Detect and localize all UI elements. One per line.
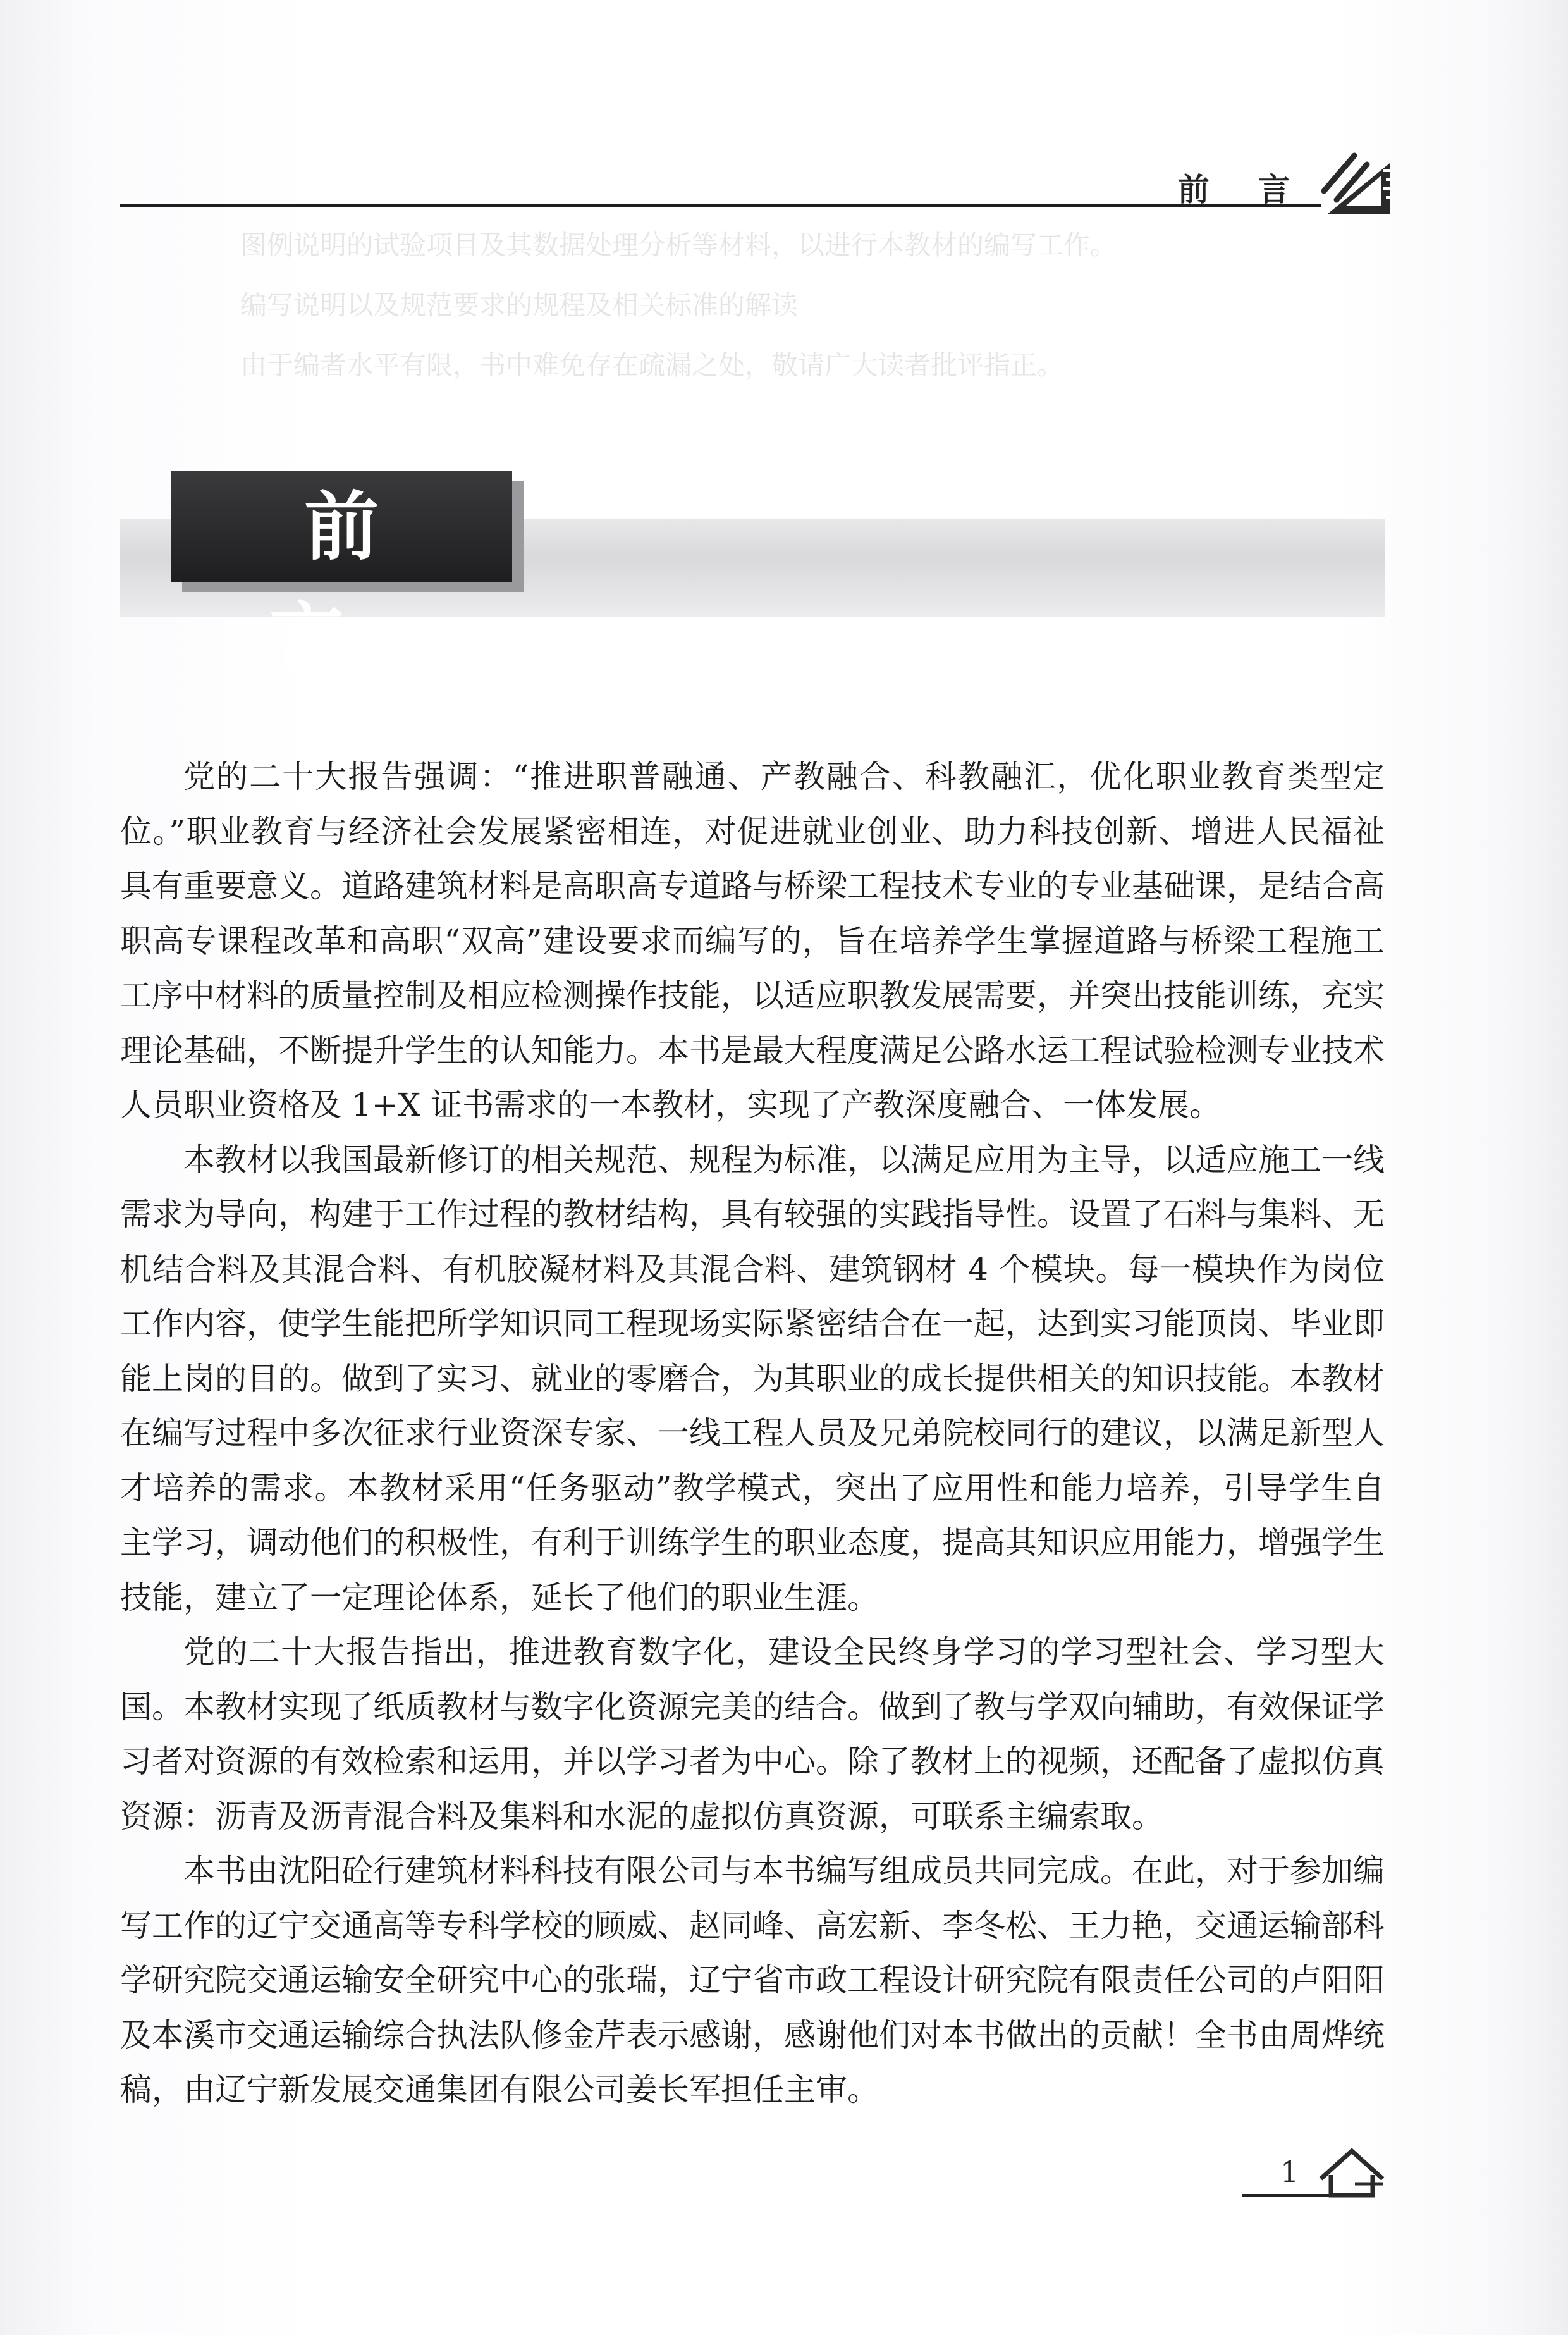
body-text (120, 749, 1385, 2117)
page-number: 1 (1280, 2155, 1299, 2189)
header-rule (120, 204, 1321, 207)
paragraph: 本教材以我国最新修订的相关规范、规程为标准，以满足应用为主导，以适应施工一线需求为导向，构建于工作过程的教材结构，具有较强的实践指导性。设置了石料与集料、无机结合料及其混合料、有机胶凝材料及其混合料、建筑钢材 4 个模块。每一模块作为岗位工作内容，使学生能把所学知识同工程现场实际紧密结合在一起，达到实习能顶岗、毕业即能上岗的目的。做到了实习、就业的零磨合，为其职业的成长提供相关的知识技能。本教材在编写过程中多次征求行业资深专家、一线工程人员及兄弟院校同行的建议，以满足新型人才培养的需求。本教材采用“任务驱动”教学模式，突出了应用性和能力培养，引导学生自主学习，调动他们的积极性，有利于训练学生的职业态度，提高其知识应用能力，增强学生技能，建立了一定理论体系，延长了他们的职业生涯。 (120, 1141, 1385, 1616)
paragraph: 党的二十大报告强调：“推进职普融通、产教融合、科教融汇，优化职业教育类型定位。”职业教育与经济社会发展紧密相连，对促进就业创业、助力科技创新、增进人民福祉具有重要意义。道路建筑材料是高职高专道路与桥梁工程技术专业的专业基础课，是结合高职高专课程改革和高职“双高”建设要求而编写的，旨在培养学生掌握道路与桥梁工程施工工序中材料的质量控制及相应检测操作技能，以适应职教发展需要，并突出技能训练，充实理论基础，不断提升学生的认知能力。本书是最大程度满足公路水运工程试验检测专业技术人员职业资格及 1+X 证书需求的一本教材，实现了产教深度融合、一体发展。 (120, 758, 1385, 1123)
show-through-line: 编写说明以及规范要求的规程及相关标准的解读 (240, 290, 799, 321)
running-title: 前 言 (1177, 171, 1309, 208)
page-footer (1242, 2141, 1394, 2204)
ruler-pen-icon (1315, 151, 1397, 220)
show-through-line: 由于编者水平有限，书中难免存在疏漏之处，敬请广大读者批评指正。 (240, 350, 1064, 381)
chapter-title: 前 言 (269, 483, 448, 681)
chapter-banner (120, 471, 1385, 681)
running-header (120, 151, 1397, 226)
paragraph: 本书由沈阳砼行建筑材料科技有限公司与本书编写组成员共同完成。在此，对于参加编写工作的辽宁交通高等专科学校的顾威、赵同峰、高宏新、李冬松、王力艳，交通运输部科学研究院交通运输安全研究中心的张瑞，辽宁省市政工程设计研究院有限责任公司的卢阳阳及本溪市交通运输综合执法队修金芹表示感谢，感谢他们对本书做出的贡献！全书由周烨统稿，由辽宁新发展交通集团有限公司姜长军担任主审。 (120, 1852, 1385, 2108)
show-through-line: 图例说明的试验项目及其数据处理分析等材料，以进行本教材的编写工作。 (240, 230, 1117, 261)
house-icon (1317, 2146, 1387, 2203)
paragraph: 党的二十大报告指出，推进教育数字化，建设全民终身学习的学习型社会、学习型大国。本教材实现了纸质教材与数字化资源完美的结合。做到了教与学双向辅助，有效保证学习者对资源的有效检索和运用，并以学习者为中心。除了教材上的视频，还配备了虚拟仿真资源：沥青及沥青混合料及集料和水泥的虚拟仿真资源，可联系主编索取。 (120, 1634, 1385, 1835)
